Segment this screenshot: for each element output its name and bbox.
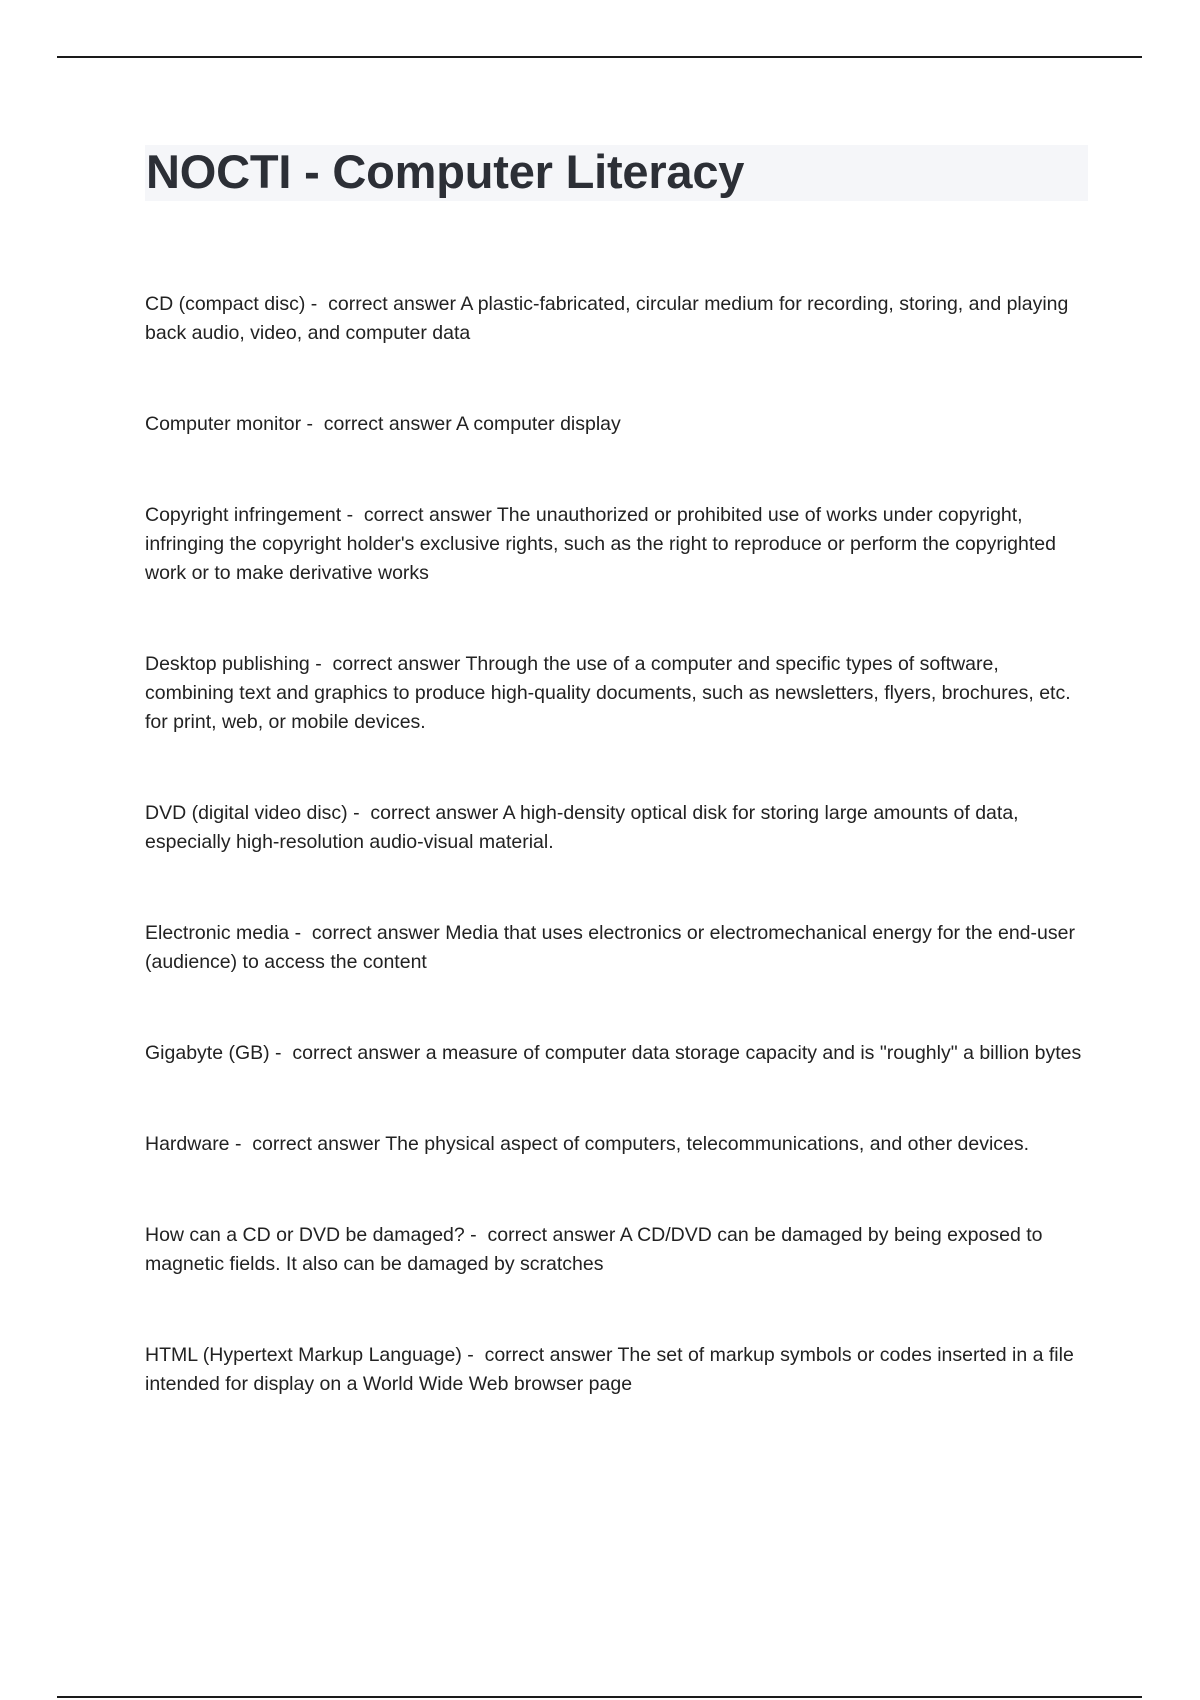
entry-term: DVD (digital video disc): [145, 802, 348, 824]
entry-answer: A plastic-fabricated, circular medium for recording, storing, and playing back audio, video, and computer data: [145, 293, 1069, 344]
entry-answer: The set of markup symbols or codes inserted in a file intended for display on a World Wide Web browser page: [145, 1344, 1074, 1395]
entry-separator: - correct answer: [347, 802, 503, 824]
entry-answer: The unauthorized or prohibited use of works under copyright, infringing the copyright holder's exclusive rights, such as the right to reproduce or perform the copyrighted work or to make derivative works: [145, 504, 1056, 584]
flashcard-entry: [145, 290, 1085, 348]
entry-answer: Media that uses electronics or electromechanical energy for the end-user (audience) to access the content: [145, 922, 1075, 973]
entry-answer: A high-density optical disk for storing large amounts of data, especially high-resolution audio-visual material.: [145, 802, 1019, 853]
entry-answer: a measure of computer data storage capacity and is "roughly" a billion bytes: [425, 1042, 1082, 1064]
entry-separator: - correct answer: [289, 922, 446, 944]
entry-separator: - correct answer: [269, 1042, 426, 1064]
entry-separator: - correct answer: [305, 293, 461, 315]
flashcard-entry: [145, 1341, 1085, 1399]
entry-term: Hardware: [145, 1133, 230, 1155]
entry-separator: - correct answer: [461, 1344, 618, 1366]
flashcard-entry: [145, 501, 1085, 588]
flashcard-list: [145, 290, 1085, 1399]
flashcard-entry: [145, 1221, 1085, 1279]
entry-term: CD (compact disc): [145, 293, 306, 315]
top-rule: [57, 56, 1142, 58]
flashcard-entry: [145, 650, 1085, 737]
entry-term: How can a CD or DVD be damaged?: [145, 1224, 465, 1246]
entry-term: Electronic media: [145, 922, 290, 944]
entry-separator: - correct answer: [341, 504, 497, 526]
page-title: NOCTI - Computer Literacy: [146, 145, 745, 198]
entry-answer: A computer display: [456, 413, 621, 435]
flashcard-entry: [145, 410, 1085, 439]
flashcard-entry: [145, 1039, 1085, 1068]
entry-term: Computer monitor: [145, 413, 302, 435]
entry-term: Copyright infringement: [145, 504, 342, 526]
entry-term: Gigabyte (GB): [145, 1042, 270, 1064]
entry-answer: A CD/DVD can be damaged by being exposed to magnetic fields. It also can be damaged by scratches: [145, 1224, 1043, 1275]
bottom-rule: [57, 1696, 1142, 1698]
entry-separator: - correct answer: [464, 1224, 620, 1246]
entry-term: Desktop publishing: [145, 653, 310, 675]
entry-separator: - correct answer: [229, 1133, 386, 1155]
flashcard-entry: [145, 799, 1085, 857]
flashcard-entry: [145, 919, 1085, 977]
entry-separator: - correct answer: [309, 653, 466, 675]
entry-term: HTML (Hypertext Markup Language): [145, 1344, 462, 1366]
flashcard-entry: [145, 1130, 1085, 1159]
entry-separator: - correct answer: [301, 413, 457, 435]
entry-answer: The physical aspect of computers, telecommunications, and other devices.: [385, 1133, 1030, 1155]
entry-answer: Through the use of a computer and specific types of software, combining text and graphics to produce high-quality documents, such as newsletters, flyers, brochures, etc. for print, web, or mobile devices.: [145, 653, 1071, 733]
